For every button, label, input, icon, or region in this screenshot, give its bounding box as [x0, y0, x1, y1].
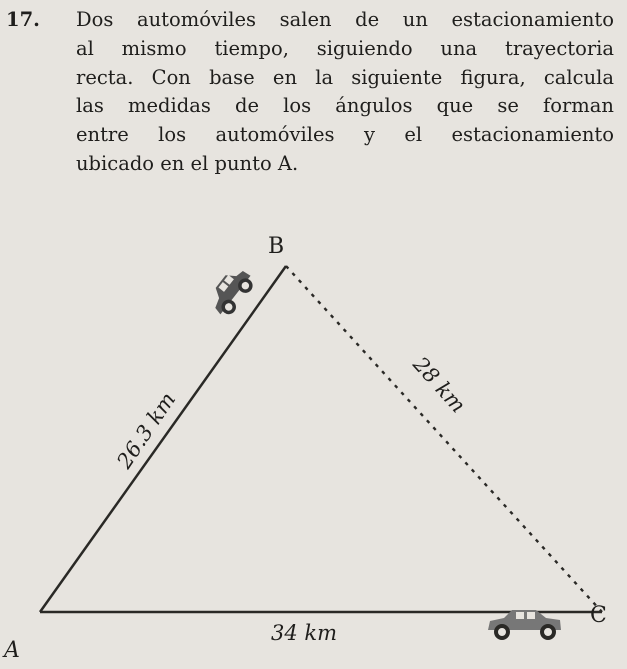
side-ab	[40, 266, 286, 612]
car-icon	[205, 263, 257, 319]
side-ab-label: 26.3 km	[112, 388, 181, 473]
problem-line-3: recta. Con base en la siguiente figura, calcula	[76, 65, 614, 89]
car-icon	[488, 610, 561, 638]
side-bc	[286, 266, 602, 612]
vertex-c-label: C	[590, 603, 607, 628]
side-ac-label: 34 km	[271, 621, 338, 645]
problem-line-5: entre los automóviles y el estacionamiento	[76, 123, 614, 147]
vertex-b-label: B	[268, 234, 285, 259]
side-bc-label: 28 km	[408, 352, 471, 418]
problem-number: 17.	[6, 8, 40, 31]
vertex-a-label: A	[4, 638, 20, 663]
problem-line-6: ubicado en el punto A.	[76, 151, 299, 175]
problem-line-4: las medidas de los ángulos que se forman	[76, 94, 614, 118]
problem-line-2: al mismo tiempo, siguiendo una trayectoria	[76, 36, 614, 60]
problem-line-1: Dos automóviles salen de un estacionamiento	[76, 8, 614, 31]
